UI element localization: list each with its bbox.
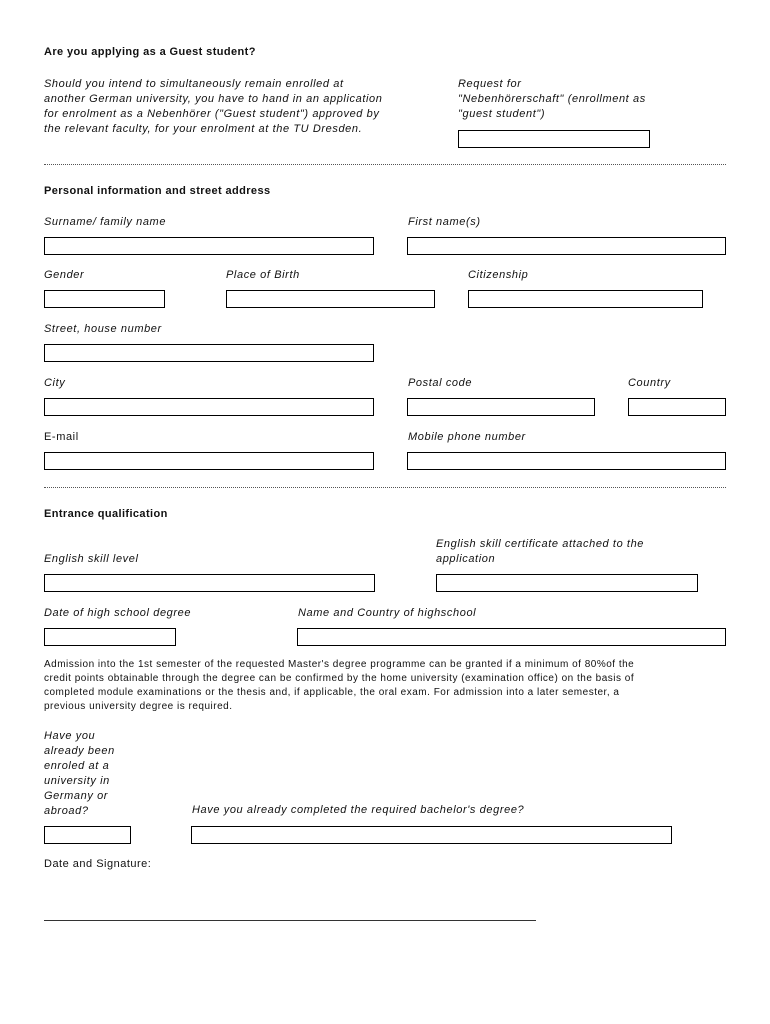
first-names-label: First name(s)	[408, 216, 481, 228]
personal-heading: Personal information and street address	[44, 185, 271, 197]
hs-date-field[interactable]	[44, 628, 176, 646]
guest-description-line: the relevant faculty, for your enrolment at the TU Dresden.	[44, 123, 363, 135]
guest-request-field[interactable]	[458, 130, 650, 148]
guest-request-line: Request for	[458, 78, 522, 90]
mobile-label: Mobile phone number	[408, 431, 526, 443]
english-cert-field[interactable]	[436, 574, 698, 592]
admission-text	[44, 658, 734, 714]
email-label: E-mail	[44, 431, 79, 443]
place-of-birth-label: Place of Birth	[226, 269, 300, 281]
first-names-field[interactable]	[407, 237, 726, 255]
admission-line: completed module examinations or the thesis and, if applicable, the oral exam. For admission into a later semester, a	[44, 687, 620, 698]
hs-date-label: Date of high school degree	[44, 607, 192, 619]
admission-line: Admission into the 1st semester of the requested Master's degree programme can be granted if a minimum of 80%of the	[44, 659, 635, 670]
postal-code-label: Postal code	[408, 377, 473, 389]
street-field[interactable]	[44, 344, 374, 362]
admission-line: previous university degree is required.	[44, 701, 233, 712]
signature-label: Date and Signature:	[44, 858, 152, 870]
citizenship-field[interactable]	[468, 290, 703, 308]
enroled-question-line: university in	[44, 775, 110, 787]
enroled-question-line: already been	[44, 745, 115, 757]
citizenship-label: Citizenship	[468, 269, 529, 281]
country-label: Country	[628, 377, 671, 389]
enroled-question	[44, 729, 154, 819]
admission-line: credit points obtainable through the degree can be confirmed by the home university (examination office) on the basis of	[44, 673, 635, 684]
guest-request-label	[458, 77, 718, 122]
mobile-field[interactable]	[407, 452, 726, 470]
surname-field[interactable]	[44, 237, 374, 255]
guest-description-line: Should you intend to simultaneously remain enrolled at	[44, 78, 344, 90]
place-of-birth-field[interactable]	[226, 290, 435, 308]
english-cert-line: application	[436, 553, 496, 565]
enroled-question-line: Have you	[44, 730, 96, 742]
bachelor-question: Have you already completed the required bachelor's degree?	[192, 804, 525, 816]
section-divider	[44, 487, 726, 488]
bachelor-field[interactable]	[191, 826, 672, 844]
enroled-field[interactable]	[44, 826, 131, 844]
entrance-heading: Entrance qualification	[44, 508, 168, 520]
city-field[interactable]	[44, 398, 374, 416]
guest-description-line: another German university, you have to hand in an application	[44, 93, 383, 105]
guest-heading: Are you applying as a Guest student?	[44, 46, 256, 58]
postal-code-field[interactable]	[407, 398, 595, 416]
section-divider	[44, 164, 726, 165]
guest-request-line: "guest student")	[458, 108, 546, 120]
english-cert-label	[436, 537, 726, 567]
country-field[interactable]	[628, 398, 726, 416]
guest-request-line: "Nebenhörerschaft" (enrollment as	[458, 93, 646, 105]
enroled-question-line: enroled at a	[44, 760, 110, 772]
hs-name-label: Name and Country of highschool	[298, 607, 477, 619]
guest-description-line: for enrolment as a Nebenhörer ("Guest student") approved by	[44, 108, 380, 120]
gender-label: Gender	[44, 269, 85, 281]
surname-label: Surname/ family name	[44, 216, 167, 228]
gender-field[interactable]	[44, 290, 165, 308]
guest-description	[44, 77, 444, 137]
enroled-question-line: abroad?	[44, 805, 89, 817]
street-label: Street, house number	[44, 323, 162, 335]
enroled-question-line: Germany or	[44, 790, 109, 802]
signature-line[interactable]	[44, 920, 536, 921]
email-field[interactable]	[44, 452, 374, 470]
english-level-field[interactable]	[44, 574, 375, 592]
city-label: City	[44, 377, 66, 389]
english-level-label: English skill level	[44, 553, 139, 565]
english-cert-line: English skill certificate attached to the	[436, 538, 645, 550]
hs-name-field[interactable]	[297, 628, 726, 646]
